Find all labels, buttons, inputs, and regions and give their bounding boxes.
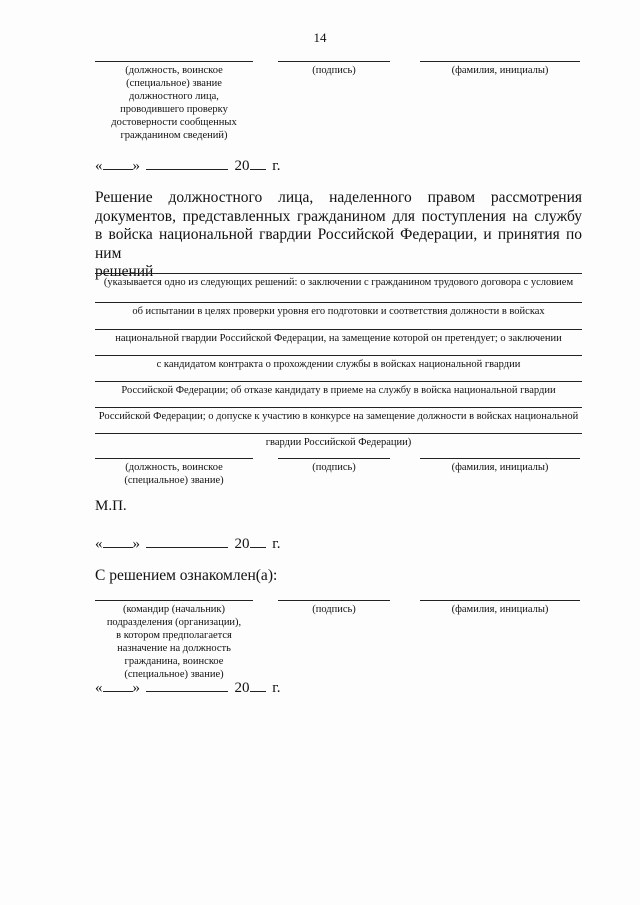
name-caption: (фамилия, инициалы) <box>451 65 549 76</box>
name-line <box>420 458 580 459</box>
decision-options-line: гвардии Российской Федерации) <box>95 433 582 448</box>
page-number: 14 <box>313 30 327 45</box>
signature-line <box>278 600 390 601</box>
signature-caption: (подпись) <box>312 604 356 615</box>
name-caption: (фамилия, инициалы) <box>451 604 549 615</box>
acknowledgement-heading: С решением ознакомлен(а): <box>95 567 278 584</box>
signature-line <box>278 61 390 62</box>
signature-caption: (подпись) <box>312 462 356 473</box>
name-line <box>420 61 580 62</box>
official-signature-line <box>95 458 253 459</box>
date-line: « » 20 г. <box>95 533 280 553</box>
official-caption: (должность, воинское (специальное) звание) <box>124 462 224 486</box>
decision-options-line: с кандидатом контракта о прохождении службы в войсках национальной гвардии <box>95 355 582 370</box>
commander-caption: (командир (начальник) подразделения (организации), в котором предполагается назначение на должность гражданина, воинское (специальное) звание) <box>106 604 242 680</box>
decision-options-line: об испытании в целях проверки уровня его подготовки и соответствия должности в войсках <box>95 302 582 317</box>
decision-options-line: (указывается одно из следующих решений: о заключении с гражданином трудового договора с условием <box>95 273 582 288</box>
date-line: « » 20 г. <box>95 155 280 175</box>
name-caption: (фамилия, инициалы) <box>451 462 549 473</box>
decision-heading: Решение должностного лица, наделенного правом рассмотрения документов, представленных гражданином для поступления на службу в войска национальной гвардии Российской Федерации, и принятия по ним решений <box>95 189 582 280</box>
official-caption: (должность, воинское (специальное) звание должностного лица, проводившего проверку достоверности сообщенных гражданином сведений) <box>111 65 237 141</box>
signature-caption: (подпись) <box>312 65 356 76</box>
decision-options-line: национальной гвардии Российской Федерации, на замещение которой он претендует; о заключении <box>95 329 582 344</box>
date-line: « » 20 г. <box>95 677 280 697</box>
decision-options-line: Российской Федерации; об отказе кандидату в приеме на службу в войска национальной гвардии <box>95 381 582 396</box>
commander-signature-line <box>95 600 253 601</box>
signature-line <box>278 458 390 459</box>
name-line <box>420 600 580 601</box>
seal-label: М.П. <box>95 498 127 514</box>
official-signature-line <box>95 61 253 62</box>
decision-options-line: Российской Федерации; о допуске к участию в конкурсе на замещение должности в войсках национальной <box>95 407 582 422</box>
